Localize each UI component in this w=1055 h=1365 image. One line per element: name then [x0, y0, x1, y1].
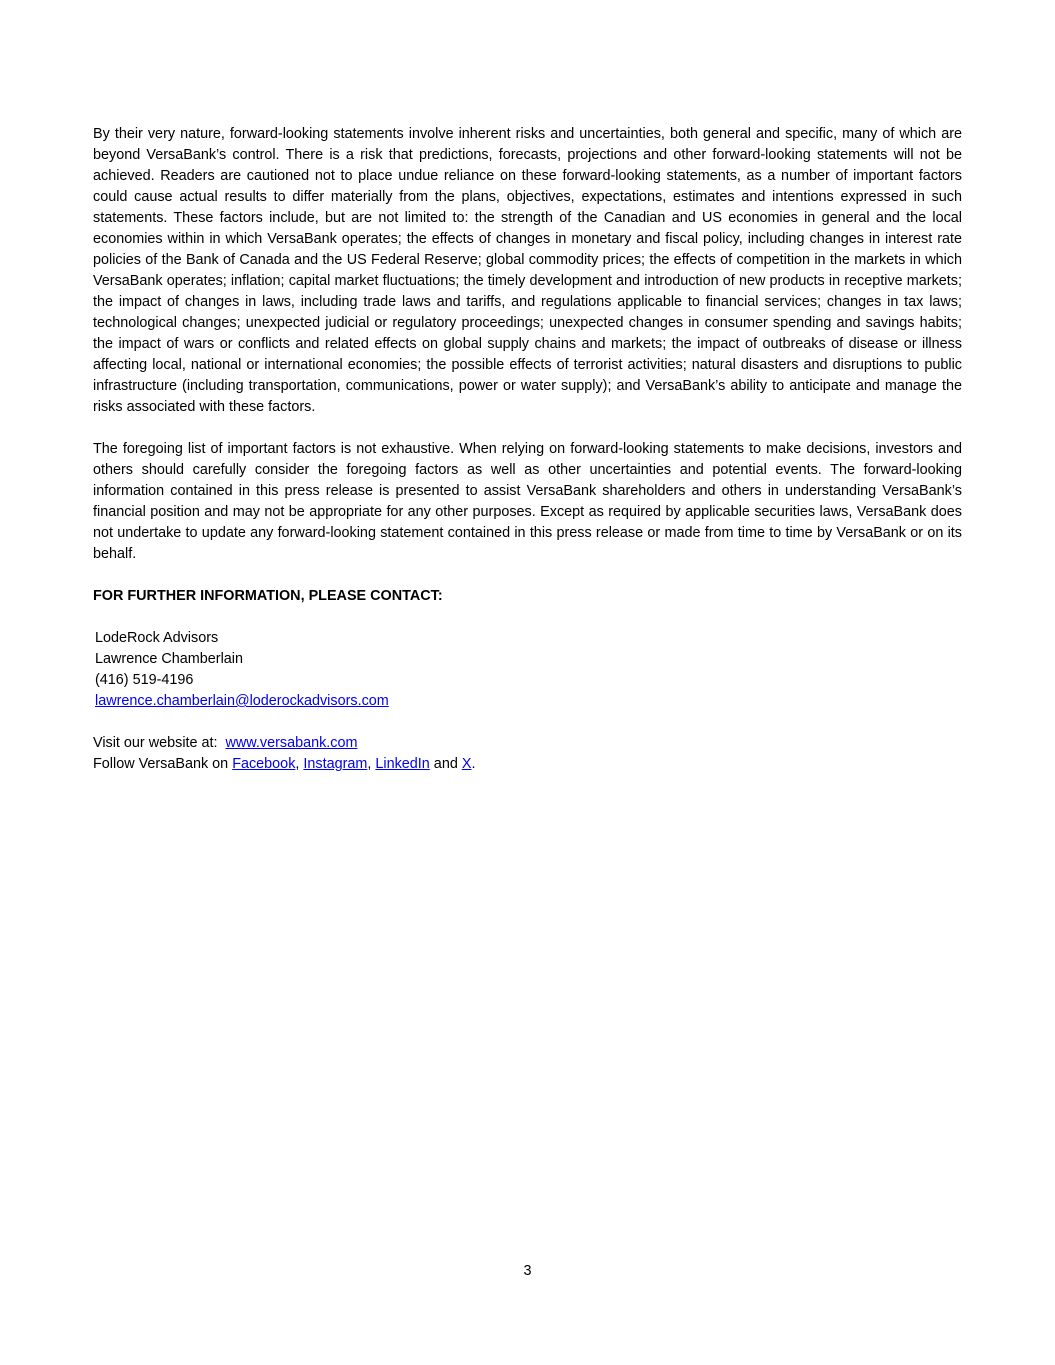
follow-prefix: Follow VersaBank on — [93, 756, 233, 772]
contact-heading: FOR FURTHER INFORMATION, PLEASE CONTACT: — [93, 588, 443, 604]
footer-links — [93, 733, 962, 775]
factors-not-exhaustive-paragraph: The foregoing list of important factors is not exhaustive. When relying on forward-looking statements to make decisions, investors and others should carefully consider the foregoing factors as well as other uncertainties and potential events. The forward-looking information contained in this press release is presented to assist VersaBank shareholders and others in understanding VersaBank’s financial position and may not be appropriate for any other purposes. Except as required by applicable securities laws, VersaBank does not undertake to update any forward-looking statement contained in this press release or made from time to time by VersaBank or on its behalf. — [93, 441, 962, 562]
document-page — [93, 124, 962, 775]
linkedin-link[interactable]: LinkedIn — [375, 756, 430, 772]
separator-2: , — [367, 756, 376, 772]
contact-email-line — [95, 691, 962, 712]
contact-company: LodeRock Advisors — [95, 630, 219, 646]
x-link[interactable]: X — [461, 756, 472, 772]
instagram-link[interactable]: Instagram — [303, 756, 368, 772]
contact-phone: (416) 519-4196 — [95, 672, 194, 688]
end-punctuation: . — [471, 756, 476, 772]
facebook-link[interactable]: Facebook — [232, 756, 296, 772]
website-prefix: Visit our website at: — [93, 735, 226, 751]
website-line — [93, 733, 962, 754]
contact-email-link[interactable]: lawrence.chamberlain@loderockadvisors.com — [95, 693, 389, 709]
and-text: and — [429, 756, 462, 772]
separator-1: , — [295, 756, 304, 772]
contact-name: Lawrence Chamberlain — [95, 651, 243, 667]
page-number: 3 — [523, 1263, 532, 1279]
forward-looking-risks-paragraph: By their very nature, forward-looking statements involve inherent risks and uncertainties, both general and specific, many of which are beyond VersaBank’s control. There is a risk that predictions, forecasts, projections and other forward-looking statements will not be achieved. Readers are cautioned not to place undue reliance on these forward-looking statements, as a number of important factors could cause actual results to differ materially from the plans, objectives, expectations, estimates and intentions expressed in such statements. These factors include, but are not limited to: the strength of the Canadian and US economies in general and the local economies within in which VersaBank operates; the effects of changes in monetary and fiscal policy, including changes in interest rate policies of the Bank of Canada and the US Federal Reserve; global commodity prices; the effects of competition in the markets in which VersaBank operates; inflation; capital market fluctuations; the timely development and introduction of new products in receptive markets; the impact of changes in laws, including trade laws and tariffs, and regulations applicable to financial services; changes in tax laws; technological changes; unexpected judicial or regulatory proceedings; unexpected changes in consumer spending and savings habits; the impact of wars or conflicts and related effects on global supply chains and markets; the impact of outbreaks of disease or illness affecting local, national or international economies; the possible effects of terrorist activities; natural disasters and disruptions to public infrastructure (including transportation, communications, power or water supply); and VersaBank’s ability to anticipate and manage the risks associated with these factors. — [93, 126, 962, 415]
website-link[interactable]: www.versabank.com — [225, 735, 358, 751]
social-line — [93, 754, 962, 775]
contact-details — [93, 628, 962, 712]
